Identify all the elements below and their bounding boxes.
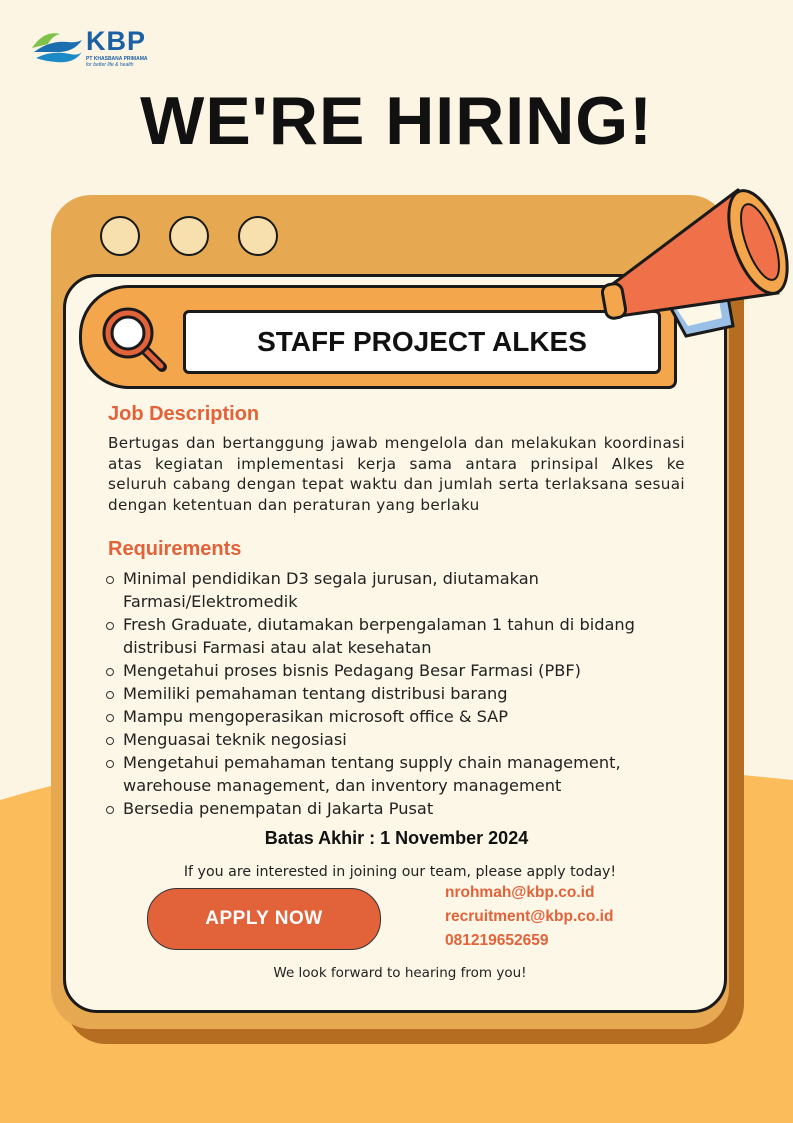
requirement-item: Minimal pendidikan D3 segala jurusan, diutamakan Farmasi/Elektromedik: [106, 567, 706, 613]
window-dot-3: [238, 216, 278, 256]
requirement-item: Memiliki pemahaman tentang distribusi barang: [106, 682, 706, 705]
job-description-text: Bertugas dan bertanggung jawab mengelola dan melakukan koordinasi atas kegiatan implementasi kerja sama antara prinsipal Alkes ke seluruh cabang dengan tepat waktu dan jumlah serta terlaksana sesuai dengan ketentuan dan peraturan yang berlaku: [108, 434, 685, 514]
contact-phone[interactable]: 081219652659: [445, 932, 549, 949]
hiring-headline: WE'RE HIRING!: [140, 83, 653, 159]
closing-text: We look forward to hearing from you!: [273, 965, 527, 981]
job-description-heading: Job Description: [108, 403, 260, 425]
company-logo: [30, 26, 160, 70]
requirement-item: Bersedia penempatan di Jakarta Pusat: [106, 797, 706, 820]
requirement-item: Mampu mengoperasikan microsoft office & SAP: [106, 705, 706, 728]
requirements-list: [106, 567, 706, 820]
contact-email-1[interactable]: nrohmah@kbp.co.id: [445, 884, 595, 901]
apply-now-button[interactable]: APPLY NOW: [147, 888, 381, 950]
logo-subtitle: PT KHASBANA PRIMAMA: [86, 56, 148, 62]
requirement-item: Mengetahui proses bisnis Pedagang Besar Farmasi (PBF): [106, 659, 706, 682]
application-deadline: Batas Akhir : 1 November 2024: [264, 828, 529, 848]
window-dot-2: [169, 216, 209, 256]
requirements-heading: Requirements: [108, 538, 242, 560]
requirement-item: Menguasai teknik negosiasi: [106, 728, 706, 751]
requirement-item: Mengetahui pemahaman tentang supply chain management, warehouse management, dan inventory management: [106, 751, 706, 797]
invite-text: If you are interested in joining our team, please apply today!: [183, 864, 617, 880]
requirement-item: Fresh Graduate, diutamakan berpengalaman 1 tahun di bidang distribusi Farmasi atau alat kesehatan: [106, 613, 706, 659]
megaphone-icon: [598, 178, 793, 348]
logo-tagline: for better life & health: [86, 62, 134, 68]
position-title: STAFF PROJECT ALKES: [183, 310, 661, 374]
contact-email-2[interactable]: recruitment@kbp.co.id: [445, 908, 614, 925]
kbp-logo-icon: [30, 26, 84, 66]
window-dot-1: [100, 216, 140, 256]
logo-text: KBP: [86, 26, 147, 56]
magnifier-icon: [98, 303, 170, 375]
